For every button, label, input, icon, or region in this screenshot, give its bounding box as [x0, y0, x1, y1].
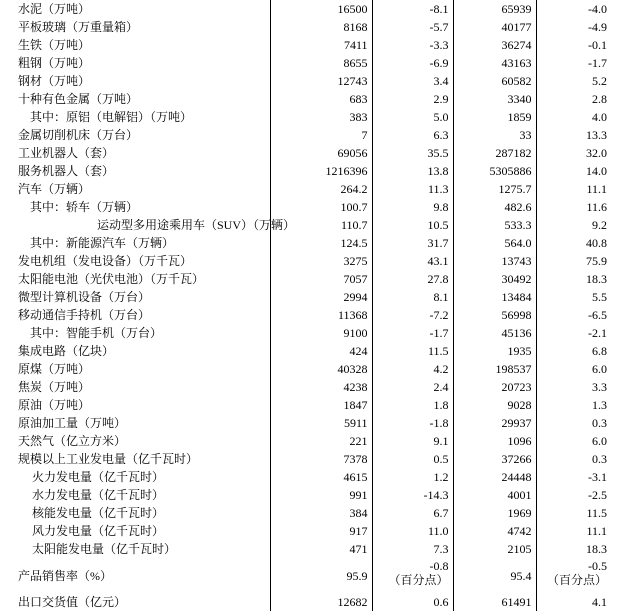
cumulative-output: 1859	[453, 108, 536, 126]
month-output: 11368	[270, 306, 372, 324]
month-growth: 1.8	[372, 396, 453, 414]
cumulative-output: 1096	[453, 432, 536, 450]
table-row	[14, 306, 611, 324]
cumulative-growth: 6.0	[592, 434, 607, 448]
row-name: 运动型多用途乘用车（SUV）（万辆）	[14, 216, 270, 234]
cumulative-growth	[536, 558, 611, 593]
table-row	[14, 108, 611, 126]
month-output: 1847	[270, 396, 372, 414]
month-growth: -8.1	[372, 0, 453, 18]
table-row	[14, 504, 611, 522]
month-growth: -14.3	[372, 486, 453, 504]
row-name: 十种有色金属（万吨）	[14, 90, 270, 108]
month-growth-value: -0.8	[429, 559, 449, 573]
row-name: 原油加工量（万吨）	[14, 414, 270, 432]
cumulative-output: 24448	[453, 468, 536, 486]
table-row	[14, 18, 611, 36]
table-row	[14, 180, 611, 198]
cumulative-output: 20723	[453, 378, 536, 396]
month-growth: 7.3	[372, 540, 453, 558]
industrial-output-table	[14, 0, 611, 611]
cumulative-growth-value: -0.5	[588, 559, 607, 573]
month-growth: -1.7	[372, 324, 453, 342]
cumulative-growth: 6.8	[592, 344, 607, 358]
row-name: 汽车（万辆）	[14, 180, 270, 198]
month-growth: -7.2	[372, 306, 453, 324]
row-name: 发电机组（发电设备）（万千瓦）	[14, 252, 270, 270]
cumulative-output: 198537	[453, 360, 536, 378]
cumulative-growth: 11.1	[586, 182, 607, 196]
month-output: 683	[270, 90, 372, 108]
table-row	[14, 324, 611, 342]
cumulative-output: 1969	[453, 504, 536, 522]
cumulative-growth: 11.6	[586, 200, 607, 214]
cumulative-growth: 32.0	[586, 146, 607, 160]
month-growth: -3.3	[372, 36, 453, 54]
table-row	[14, 522, 611, 540]
row-name: 其中：原铝（电解铝）（万吨）	[14, 108, 270, 126]
month-output: 424	[270, 342, 372, 360]
month-growth: 0.5	[372, 450, 453, 468]
month-growth: 43.1	[372, 252, 453, 270]
row-name: 移动通信手持机（万台）	[14, 306, 270, 324]
cumulative-growth: 2.8	[592, 92, 607, 106]
month-output: 69056	[270, 144, 372, 162]
table-row	[14, 414, 611, 432]
cumulative-output: 3340	[453, 90, 536, 108]
cumulative-growth: 18.3	[586, 542, 607, 556]
row-name: 水泥（万吨）	[14, 0, 270, 18]
row-name: 微型计算机设备（万台）	[14, 288, 270, 306]
row-name: 产品销售率（%）	[14, 558, 270, 593]
table-row	[14, 288, 611, 306]
row-name: 太阳能电池（光伏电池）（万千瓦）	[14, 270, 270, 288]
month-output: 3275	[270, 252, 372, 270]
month-growth: 11.5	[372, 342, 453, 360]
month-growth: 27.8	[372, 270, 453, 288]
row-name: 火力发电量（亿千瓦时）	[14, 468, 270, 486]
month-growth: 0.6	[372, 593, 453, 611]
cumulative-output: 33	[453, 126, 536, 144]
month-growth: 9.8	[372, 198, 453, 216]
table-row	[14, 126, 611, 144]
month-output: 16500	[270, 0, 372, 18]
row-name: 原煤（万吨）	[14, 360, 270, 378]
cumulative-growth: 4.1	[592, 595, 607, 609]
cumulative-output: 56998	[453, 306, 536, 324]
month-output: 12682	[270, 593, 372, 611]
cumulative-growth: 0.3	[592, 452, 607, 466]
cumulative-growth: -0.1	[588, 38, 607, 52]
cumulative-growth: 11.5	[586, 506, 607, 520]
cumulative-output: 36274	[453, 36, 536, 54]
month-output: 221	[270, 432, 372, 450]
cumulative-output: 1275.7	[453, 180, 536, 198]
month-output: 4615	[270, 468, 372, 486]
cumulative-output: 9028	[453, 396, 536, 414]
month-output: 384	[270, 504, 372, 522]
row-name: 生铁（万吨）	[14, 36, 270, 54]
month-growth: -5.7	[372, 18, 453, 36]
row-name: 服务机器人（套）	[14, 162, 270, 180]
cumulative-growth: -2.5	[588, 488, 607, 502]
month-output: 2994	[270, 288, 372, 306]
cumulative-growth: -1.7	[588, 56, 607, 70]
month-output: 40328	[270, 360, 372, 378]
cumulative-output: 29937	[453, 414, 536, 432]
month-output: 5911	[270, 414, 372, 432]
row-name: 太阳能发电量（亿千瓦时）	[14, 540, 270, 558]
month-output: 7411	[270, 36, 372, 54]
cumulative-output: 287182	[453, 144, 536, 162]
cumulative-growth: 18.3	[586, 272, 607, 286]
cumulative-output: 65939	[453, 0, 536, 18]
table-row	[14, 0, 611, 18]
table-row	[14, 432, 611, 450]
row-name: 规模以上工业发电量（亿千瓦时）	[14, 450, 270, 468]
month-output: 991	[270, 486, 372, 504]
cumulative-growth: -6.5	[588, 308, 607, 322]
cumulative-growth-unit: （百分点）	[546, 573, 607, 587]
month-growth: 11.0	[372, 522, 453, 540]
month-output: 9100	[270, 324, 372, 342]
month-output: 383	[270, 108, 372, 126]
cumulative-output: 45136	[453, 324, 536, 342]
cumulative-growth: 14.0	[586, 164, 607, 178]
month-growth: 10.5	[372, 216, 453, 234]
table-row	[14, 378, 611, 396]
cumulative-growth: -4.9	[588, 20, 607, 34]
cumulative-output: 4001	[453, 486, 536, 504]
cumulative-output: 95.4	[453, 558, 536, 593]
table-row	[14, 234, 611, 252]
month-output: 100.7	[270, 198, 372, 216]
cumulative-output: 564.0	[453, 234, 536, 252]
month-growth: -6.9	[372, 54, 453, 72]
table-row	[14, 72, 611, 90]
month-growth: 6.3	[372, 126, 453, 144]
table-row	[14, 54, 611, 72]
month-growth: 2.9	[372, 90, 453, 108]
month-growth: 4.2	[372, 360, 453, 378]
cumulative-growth: 4.0	[592, 110, 607, 124]
cumulative-output: 37266	[453, 450, 536, 468]
table-row-export	[14, 593, 611, 611]
cumulative-output: 40177	[453, 18, 536, 36]
row-name: 天然气（亿立方米）	[14, 432, 270, 450]
row-name: 粗钢（万吨）	[14, 54, 270, 72]
cumulative-output: 5305886	[453, 162, 536, 180]
row-name: 风力发电量（亿千瓦时）	[14, 522, 270, 540]
month-output: 4238	[270, 378, 372, 396]
month-output: 471	[270, 540, 372, 558]
cumulative-growth: 5.5	[592, 290, 607, 304]
month-growth: -1.8	[372, 414, 453, 432]
table-row	[14, 270, 611, 288]
cumulative-growth: -4.0	[588, 2, 607, 16]
month-output: 917	[270, 522, 372, 540]
month-growth: 2.4	[372, 378, 453, 396]
month-growth: 8.1	[372, 288, 453, 306]
month-output: 264.2	[270, 180, 372, 198]
month-output: 7378	[270, 450, 372, 468]
row-name: 出口交货值（亿元）	[14, 593, 270, 611]
cumulative-output: 30492	[453, 270, 536, 288]
row-name: 其中：智能手机（万台）	[14, 324, 270, 342]
cumulative-growth: 6.0	[592, 362, 607, 376]
row-name: 集成电路（亿块）	[14, 342, 270, 360]
month-growth: 1.2	[372, 468, 453, 486]
cumulative-growth: 5.2	[592, 74, 607, 88]
cumulative-output: 61491	[453, 593, 536, 611]
cumulative-growth: 40.8	[586, 236, 607, 250]
table-row	[14, 36, 611, 54]
table-row	[14, 468, 611, 486]
table-row	[14, 198, 611, 216]
cumulative-growth: 0.3	[592, 416, 607, 430]
month-growth: 3.4	[372, 72, 453, 90]
row-name: 其中：新能源汽车（万辆）	[14, 234, 270, 252]
cumulative-output: 533.3	[453, 216, 536, 234]
month-growth: 11.3	[372, 180, 453, 198]
table-row	[14, 396, 611, 414]
table-row	[14, 252, 611, 270]
cumulative-output: 13484	[453, 288, 536, 306]
month-growth: 31.7	[372, 234, 453, 252]
month-output: 110.7	[270, 216, 372, 234]
cumulative-output: 4742	[453, 522, 536, 540]
table-row	[14, 144, 611, 162]
month-growth: 9.1	[372, 432, 453, 450]
cumulative-output: 13743	[453, 252, 536, 270]
cumulative-output: 43163	[453, 54, 536, 72]
table-row	[14, 486, 611, 504]
row-name: 原油（万吨）	[14, 396, 270, 414]
month-growth: 13.8	[372, 162, 453, 180]
month-growth-unit: （百分点）	[388, 573, 449, 587]
month-growth: 6.7	[372, 504, 453, 522]
month-output: 95.9	[270, 558, 372, 593]
month-output: 7057	[270, 270, 372, 288]
cumulative-output: 2105	[453, 540, 536, 558]
table-body	[14, 0, 611, 611]
table-row-sales-rate	[14, 558, 611, 593]
cumulative-growth: -3.1	[588, 470, 607, 484]
row-name: 平板玻璃（万重量箱）	[14, 18, 270, 36]
cumulative-output: 482.6	[453, 198, 536, 216]
cumulative-growth: -2.1	[588, 326, 607, 340]
row-name: 金属切削机床（万台）	[14, 126, 270, 144]
month-growth: 35.5	[372, 144, 453, 162]
cumulative-growth: 75.9	[586, 254, 607, 268]
table-row	[14, 540, 611, 558]
month-growth: 5.0	[372, 108, 453, 126]
month-output: 8168	[270, 18, 372, 36]
table-row	[14, 450, 611, 468]
row-name: 工业机器人（套）	[14, 144, 270, 162]
month-output: 124.5	[270, 234, 372, 252]
row-name: 核能发电量（亿千瓦时）	[14, 504, 270, 522]
cumulative-growth: 1.3	[592, 398, 607, 412]
month-output: 12743	[270, 72, 372, 90]
table-row	[14, 162, 611, 180]
table-row	[14, 216, 611, 234]
cumulative-growth: 3.3	[592, 380, 607, 394]
cumulative-growth: 11.1	[586, 524, 607, 538]
row-name: 其中：轿车（万辆）	[14, 198, 270, 216]
row-name: 水力发电量（亿千瓦时）	[14, 486, 270, 504]
month-output: 1216396	[270, 162, 372, 180]
cumulative-growth: 13.3	[586, 128, 607, 142]
month-output: 8655	[270, 54, 372, 72]
row-name: 钢材（万吨）	[14, 72, 270, 90]
cumulative-output: 60582	[453, 72, 536, 90]
month-output: 7	[270, 126, 372, 144]
table-row	[14, 360, 611, 378]
cumulative-growth: 9.2	[592, 218, 607, 232]
table-row	[14, 90, 611, 108]
cumulative-output: 1935	[453, 342, 536, 360]
table-row	[14, 342, 611, 360]
month-growth	[372, 558, 453, 593]
row-name: 焦炭（万吨）	[14, 378, 270, 396]
